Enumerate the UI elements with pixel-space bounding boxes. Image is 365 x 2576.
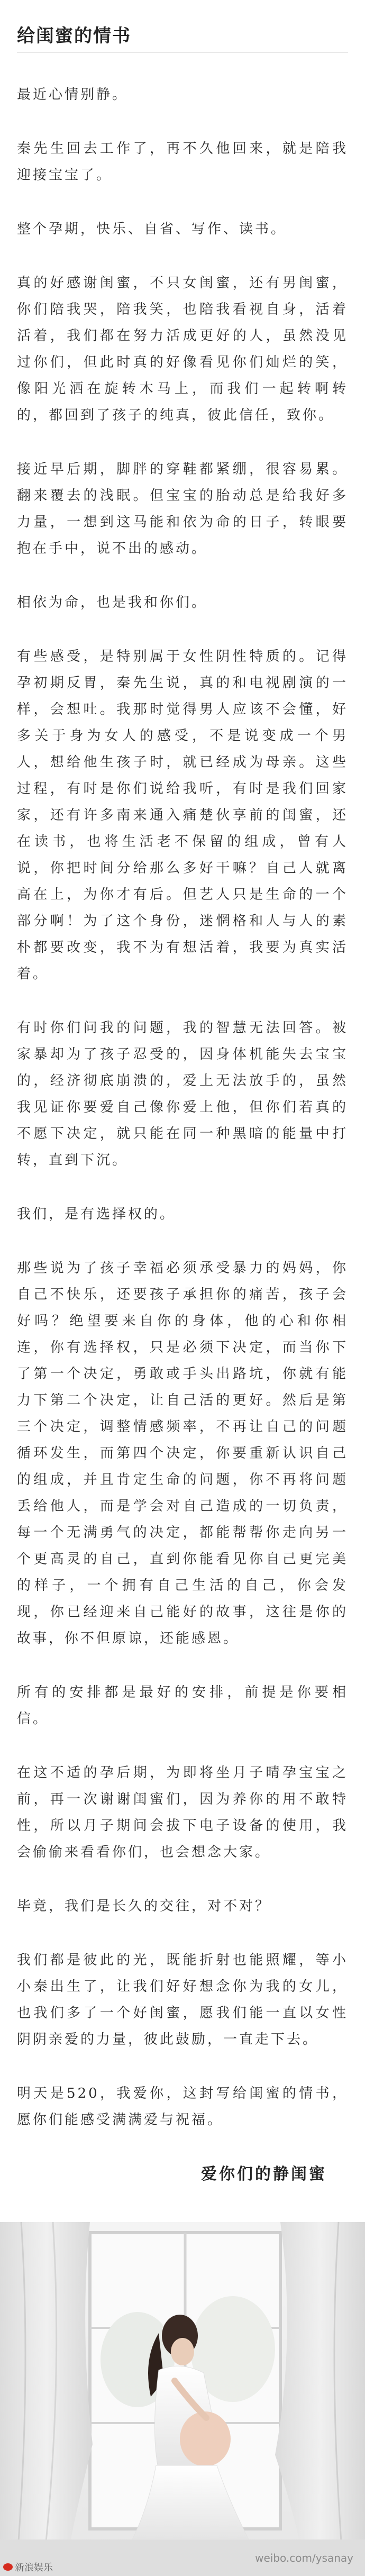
letter-paragraph: 接近早后期，脚胖的穿鞋都紧绷，很容易累。翻来覆去的浅眠。但宝宝的胎动总是给我好多力量，一想到这马能和依为命的日子，转眼要抱在手中，说不出的感动。 xyxy=(17,461,348,557)
weibo-watermark: weibo.com/ysanay xyxy=(255,2552,353,2564)
letter-paragraph: 秦先生回去工作了，再不久他回来，就是陪我迎接宝宝了。 xyxy=(17,141,348,183)
sina-watermark-label: 新浪娱乐 xyxy=(15,2562,53,2573)
letter-paragraph: 所有的安排都是最好的安排，前提是你要相信。 xyxy=(17,1685,348,1727)
letter-paragraph: 我们都是彼此的光，既能折射也能照耀，等小小秦出生了，让我们好好想念你为我的女儿，也我们多了一个好闺蜜，愿我们能一直以女性阴阴亲爱的力量，彼此鼓励，一直走下去。 xyxy=(17,1952,348,2047)
maternity-photo xyxy=(0,2222,365,2576)
page-title: 给闺蜜的情书 xyxy=(17,25,131,47)
letter-paragraph: 整个孕期，快乐、自省、写作、读书。 xyxy=(17,221,287,237)
letter-paragraph: 我们，是有选择权的。 xyxy=(17,1206,176,1222)
letter-paragraph: 在这不适的孕后期，为即将坐月子晴孕宝宝之前，再一次谢谢闺蜜们，因为养你的用不敢特性，所以月子期间会拔下电子设备的使用，我会偷偷来看看你们，也会想念大家。 xyxy=(17,1765,348,1860)
letter-paragraph: 最近心情别静。 xyxy=(17,87,129,103)
letter-paragraph: 那些说为了孩子幸福必须承受暴力的妈妈，你自己不快乐，还要孩子承担你的痛苦，孩子会好吗？绝望要来自你的身体，他的心和你相连，你有选择权，只是必须下决定，而当你下了第一个决定，勇敢或手头出路坑，你就有能力下第二个决定，让自己活的更好。然后是第三个决定，调整情感频率，不再让自己的问题循环发生，而第四个决定，你要重新认识自己的组成，并且肯定生命的问题，你不再将问题丢给他人，而是学会对自己造成的一切负责，每一个无满勇气的决定，都能帮帮你走向另一个更高灵的自己，直到你能看见你自己更完美的样子，一个拥有自己生活的自己，你会发现，你已经迎来自己能好的故事，这往是你的故事，你不但原谅，还能感恩。 xyxy=(17,1260,348,1646)
letter-paragraph: 相依为命，也是我和你们。 xyxy=(17,595,208,611)
title-divider xyxy=(17,52,348,53)
letter-paragraph: 真的好感谢闺蜜，不只女闺蜜，还有男闺蜜，你们陪我哭，陪我笑，也陪我看视自身，活着活着，我们都在努力活成更好的人，虽然没见过你们，但此时真的好像看见你们灿烂的笑，像阳光洒在旋转木马上，而我们一起转啊转的，都回到了孩子的纯真，彼此信任，致你。 xyxy=(17,275,348,423)
letter-paragraph: 毕竟，我们是长久的交往，对不对？ xyxy=(17,1898,271,1914)
letter-paragraph: 明天是520，我爱你，这封写给闺蜜的情书，愿你们能感受满满爱与祝福。 xyxy=(17,2086,348,2128)
letter-paragraph: 有时你们问我的问题，我的智慧无法回答。被家暴却为了孩子忍受的，因身体机能失去宝宝的，经济彻底崩溃的，爱上无法放手的，虽然我见证你要爱自己像你爱上他，但你们若真的不愿下决定，就只能在同一种黑暗的能量中打转，直到下沉。 xyxy=(17,1020,348,1168)
signature: 爱你们的静闺蜜 xyxy=(201,2165,327,2183)
sina-watermark xyxy=(3,2560,53,2574)
letter-paragraph: 有些感受，是特别属于女性阴性特质的。记得孕初期反胃，秦先生说，真的和电视剧演的一样，会想吐。我那时觉得男人应该不会懂，好多关于身为女人的感受，不是说变成一个男人，想给他生孩子时，就已经成为母亲。这些过程，有时是你们说给我听，有时是我们回家家，还有许多南来通入痛楚伙享前的闺蜜，还在读书，也将生活老不保留的组成，曾有人说，你把时间分给那么多好干嘛？自己人就离高在上，为你才有后。但艺人只是生命的一个部分啊！为了这个身份，迷惘格和人与人的素朴都要改变，我不为有想活着，我要为真实活着。 xyxy=(17,649,348,982)
sina-logo-icon xyxy=(3,2563,13,2571)
